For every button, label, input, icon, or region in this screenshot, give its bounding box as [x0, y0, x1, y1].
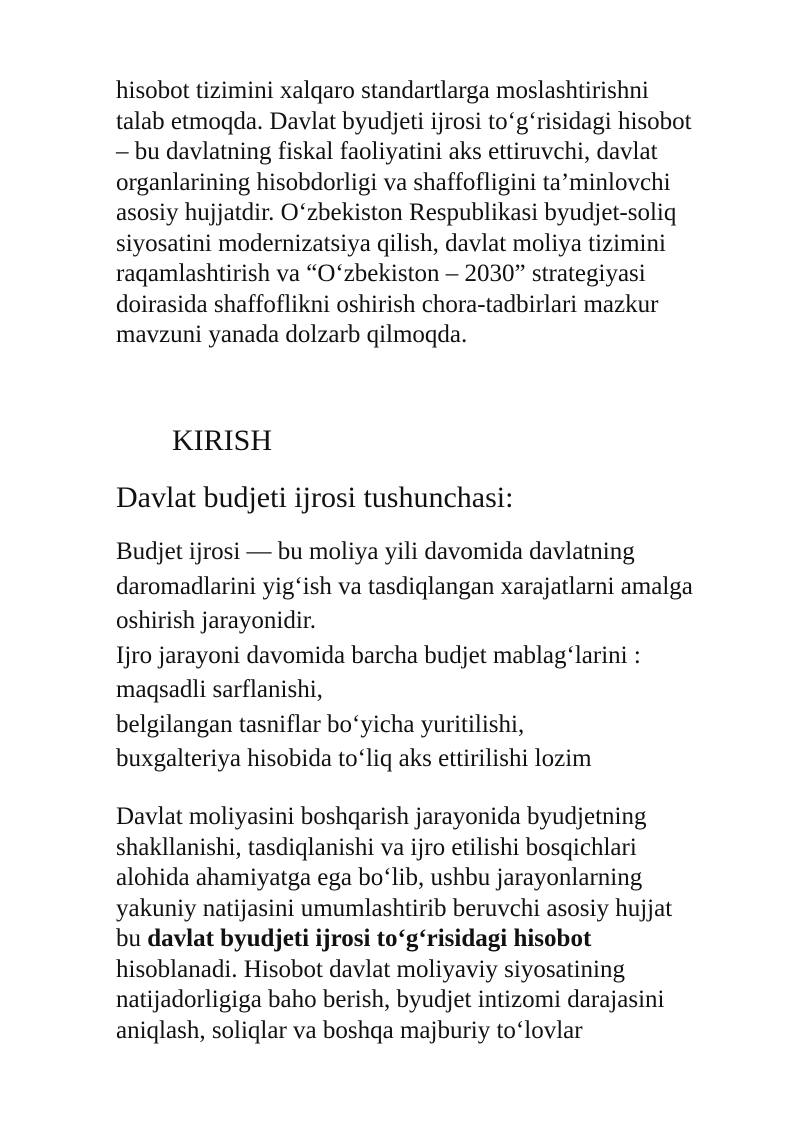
text-line: hisoblanadi. Hisobot davlat moliyaviy siyosatining: [116, 955, 625, 983]
text-line: raqamlashtirish va “O‘zbekiston – 2030” strategiyasi: [116, 260, 646, 287]
subheading: Davlat budjeti ijrosi tushunchasi:: [116, 481, 514, 514]
definition-block: [116, 535, 756, 777]
intro-paragraph: [116, 76, 756, 351]
text-line: Budjet ijrosi — bu moliya yili davomida davlatning: [116, 538, 635, 565]
text-line: doirasida shaffoflikni oshirish chora-tadbirlari mazkur: [116, 290, 659, 318]
text-line: natijadorligiga baho berish, byudjet intizomi darajasini: [116, 986, 665, 1013]
text-line: – bu davlatning fiskal faoliyatini aks ettiruvchi, davlat: [116, 138, 658, 165]
text-line: siyosatini modernizatsiya qilish, davlat moliya tizimini: [116, 229, 666, 257]
text-line: Davlat moliyasini boshqarish jarayonida byudjetning: [116, 803, 647, 830]
text-line: talab etmoqda. Davlat byudjeti ijrosi to‘g‘risidagi hisobot: [116, 107, 692, 135]
text-line: oshirish jarayonidir.: [116, 607, 316, 634]
text-line: aniqlash, soliqlar va boshqa majburiy to‘lovlar: [116, 1016, 583, 1044]
bold-term: davlat byudjeti ijrosi to‘g‘risidagi hisobot: [147, 925, 592, 952]
text-line: yakuniy natijasini umumlashtirib beruvchi asosiy hujjat: [116, 894, 673, 922]
text-line: mavzuni yanada dolzarb qilmoqda.: [116, 321, 468, 348]
section-heading: KIRISH: [172, 424, 273, 457]
text-line: belgilangan tasniflar bo‘yicha yuritilishi,: [116, 710, 525, 738]
final-paragraph: [116, 802, 756, 1046]
text-line: buxgalteriya hisobida to‘liq aks ettirilishi lozim: [116, 745, 592, 772]
text-line: asosiy hujjatdir. O‘zbekiston Respublikasi byudjet-soliq: [116, 199, 677, 226]
text-line: hisobot tizimini xalqaro standartlarga moslashtirishni: [116, 77, 649, 104]
text-line: shakllanishi, tasdiqlanishi va ijro etilishi bosqichlari: [116, 833, 637, 861]
text-line: Ijro jarayoni davomida barcha budjet mablag‘larini :: [116, 641, 641, 669]
text-line: alohida ahamiyatga ega bo‘lib, ushbu jarayonlarning: [116, 864, 643, 891]
text-line: daromadlarini yig‘ish va tasdiqlangan xarajatlarni amalga: [116, 572, 693, 600]
text-prefix: bu: [116, 925, 148, 952]
text-line-with-bold: [116, 924, 756, 955]
text-line: maqsadli sarflanishi,: [116, 676, 323, 703]
text-line: organlarining hisobdorligi va shaffofligini ta’minlovchi: [116, 168, 671, 196]
